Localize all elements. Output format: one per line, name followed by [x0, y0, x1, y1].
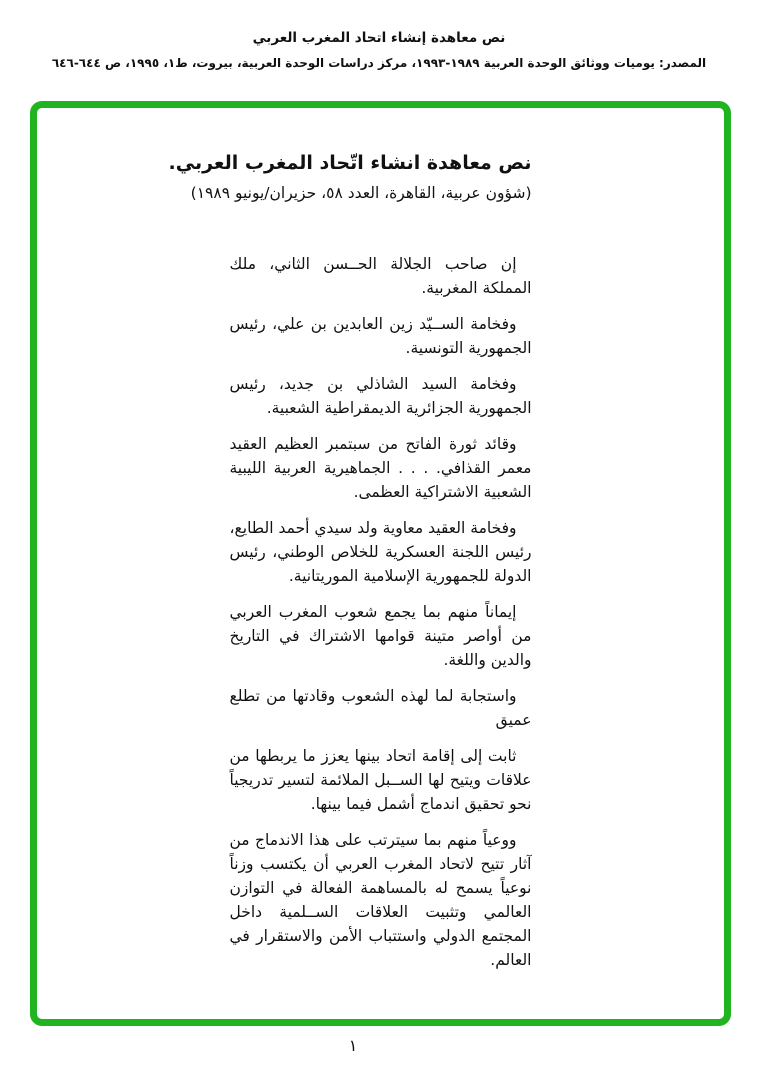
paragraph: ثابت إلى إقامة اتحاد بينها يعزز ما يربطها من علاقات ويتيح لها الســبل الملائمة لتسير تدريجياً نحو تحقيق اندماج أشمل فيما بينها.	[229, 747, 532, 813]
paragraph: وفخامة السيد الشاذلي بن جديد، رئيس الجمهورية الجزائرية الديمقراطية الشعبية.	[229, 375, 532, 417]
header-title: نص معاهدة إنشاء اتحاد المغرب العربي	[252, 30, 506, 46]
header-source-line: المصدر: يوميات ووثائق الوحدة العربية ١٩٨٩-١٩٩٣، مركز دراسات الوحدة العربية، بيروت، ط١، ١٩٩٥، ص ٦٤٤-٦٤٦	[51, 56, 707, 70]
paragraph: وفخامة العقيد معاوية ولد سيدي أحمد الطايع، رئيس اللجنة العسكرية للخلاص الوطني، رئيس الدولة للجمهورية الإسلامية الموريتانية.	[229, 519, 532, 585]
document-paragraphs	[230, 252, 532, 972]
paragraph: واستجابة لما لهذه الشعوب وقادتها من تطلع عميق	[229, 687, 532, 729]
page-header	[0, 30, 758, 70]
paragraph: إن صاحب الجلالة الحــسن الثاني، ملك المملكة المغربية.	[229, 255, 532, 297]
paragraph: وفخامة الســيّد زين العابدين بن علي، رئيس الجمهورية التونسية.	[229, 315, 532, 357]
document-content	[168, 108, 532, 972]
document-title: نص معاهدة انشاء اتّحاد المغرب العربي.	[168, 152, 532, 174]
page-number: ١	[348, 1036, 358, 1055]
paragraph: وقائد ثورة الفاتح من سبتمبر العظيم العقيد معمر القذافي. . . . الجماهيرية العربية الليبية الشعبية الاشتراكية العظمى.	[229, 435, 532, 501]
document-subtitle: (شؤون عربية، القاهرة، العدد ٥٨، حزيران/يونيو ١٩٨٩)	[190, 184, 532, 202]
paragraph: ووعياً منهم بما سيترتب على هذا الاندماج من آثار تتيح لاتحاد المغرب العربي أن يكتسب وزناً نوعياً يسمح له بالمساهمة الفعالة في التوازن العالمي وتثبيت العلاقات الســلمية داخل المجتمع الدولي واستتباب الأمن والاستقرار في العالم.	[229, 831, 532, 969]
paragraph: إيماناً منهم بما يجمع شعوب المغرب العربي من أواصر متينة قوامها الاشتراك في التاريخ والدين واللغة.	[229, 603, 532, 669]
document-frame	[30, 101, 731, 1026]
